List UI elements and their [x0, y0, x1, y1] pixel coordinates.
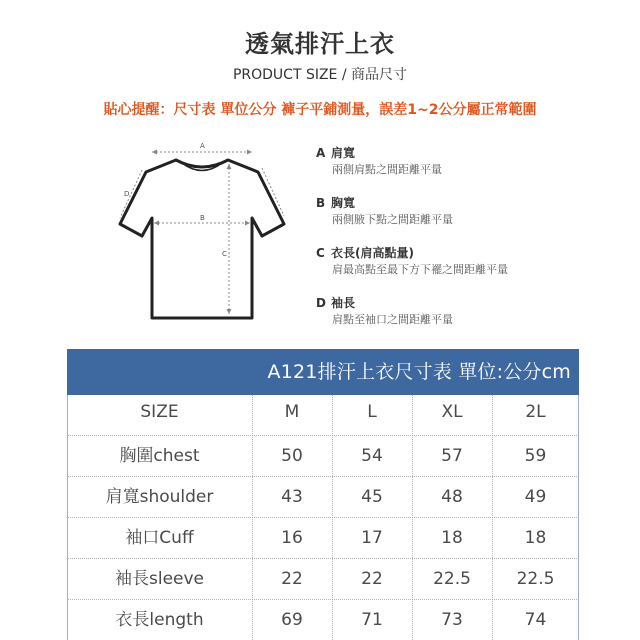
measurement-legend	[316, 144, 616, 344]
table-cell: 48	[441, 487, 463, 507]
table-row	[67, 518, 579, 559]
row-label: 袖口Cuff	[125, 528, 194, 548]
diagram-label-b: B	[200, 214, 205, 222]
table-cell: 49	[524, 487, 547, 507]
table-cell: 18	[524, 528, 547, 548]
table-cell: 73	[441, 610, 463, 630]
table-cell: 17	[361, 528, 383, 548]
table-divider	[252, 395, 253, 640]
row-label: 胸圍chest	[119, 446, 200, 466]
table-header-row	[67, 395, 579, 436]
table-cell: 74	[524, 610, 547, 630]
table-cell: 57	[441, 446, 463, 466]
table-cell: 50	[281, 446, 303, 466]
size-table-header	[67, 349, 579, 395]
table-divider	[492, 395, 493, 640]
table-left-border	[67, 395, 68, 640]
table-cell: 22	[361, 569, 383, 589]
table-cell: 22	[281, 569, 303, 589]
diagram-label-d: D	[124, 190, 130, 198]
table-cell: 18	[441, 528, 463, 548]
measurement-notice: 貼心提醒：尺寸表 單位公分 褲子平鋪測量，誤差1~2公分屬正常範圍	[103, 102, 537, 118]
size-table	[67, 349, 579, 640]
row-label: 衣長length	[115, 610, 204, 630]
table-cell: 43	[281, 487, 303, 507]
table-cell: 22.5	[516, 569, 555, 589]
legend-item-a	[316, 144, 616, 194]
column-header: L	[367, 402, 377, 422]
legend-letter: C	[316, 246, 325, 260]
table-cell: 45	[361, 487, 383, 507]
diagram-label-a: A	[200, 142, 205, 150]
table-divider	[332, 395, 333, 640]
page-title: 透氣排汗上衣	[245, 30, 395, 58]
legend-item-c	[316, 244, 616, 294]
legend-name: 肩寬	[331, 146, 356, 160]
table-cell: 59	[524, 446, 547, 466]
table-divider	[412, 395, 413, 640]
table-row	[67, 477, 579, 518]
table-cell: 54	[361, 446, 383, 466]
legend-desc: 肩最高點至最下方下襬之間距離平量	[332, 263, 508, 276]
legend-letter: A	[316, 146, 326, 160]
legend-item-b	[316, 194, 616, 244]
legend-name: 袖長	[331, 296, 356, 310]
diagram-label-c: C	[222, 250, 227, 258]
column-header: M	[284, 402, 300, 422]
legend-item-d	[316, 294, 616, 344]
column-header: 2L	[525, 402, 546, 422]
legend-desc: 兩側腋下點之間距離平量	[332, 213, 453, 226]
legend-desc: 肩點至袖口之間距離平量	[332, 313, 453, 326]
table-cell: 71	[361, 610, 383, 630]
row-label: 袖長sleeve	[114, 569, 205, 589]
column-header: XL	[441, 402, 463, 422]
table-row	[67, 559, 579, 600]
row-label: 肩寬shoulder	[105, 487, 214, 507]
table-cell: 69	[281, 610, 303, 630]
legend-name: 衣長(肩高點量)	[331, 246, 414, 260]
table-cell: 16	[281, 528, 303, 548]
table-row	[67, 600, 579, 640]
tshirt-diagram	[112, 138, 292, 328]
legend-desc: 兩側肩點之間距離平量	[332, 163, 442, 176]
page-subtitle: PRODUCT SIZE / 商品尺寸	[232, 67, 408, 83]
column-header: SIZE	[140, 402, 179, 422]
legend-letter: D	[316, 296, 326, 310]
table-row	[67, 436, 579, 477]
tshirt-outline-icon	[112, 138, 292, 328]
legend-name: 胸寬	[331, 196, 356, 210]
table-right-border	[578, 395, 579, 640]
legend-letter: B	[316, 196, 326, 210]
table-cell: 22.5	[433, 569, 471, 589]
size-table-title: A121排汗上衣尺寸表 單位:公分cm	[267, 361, 571, 383]
